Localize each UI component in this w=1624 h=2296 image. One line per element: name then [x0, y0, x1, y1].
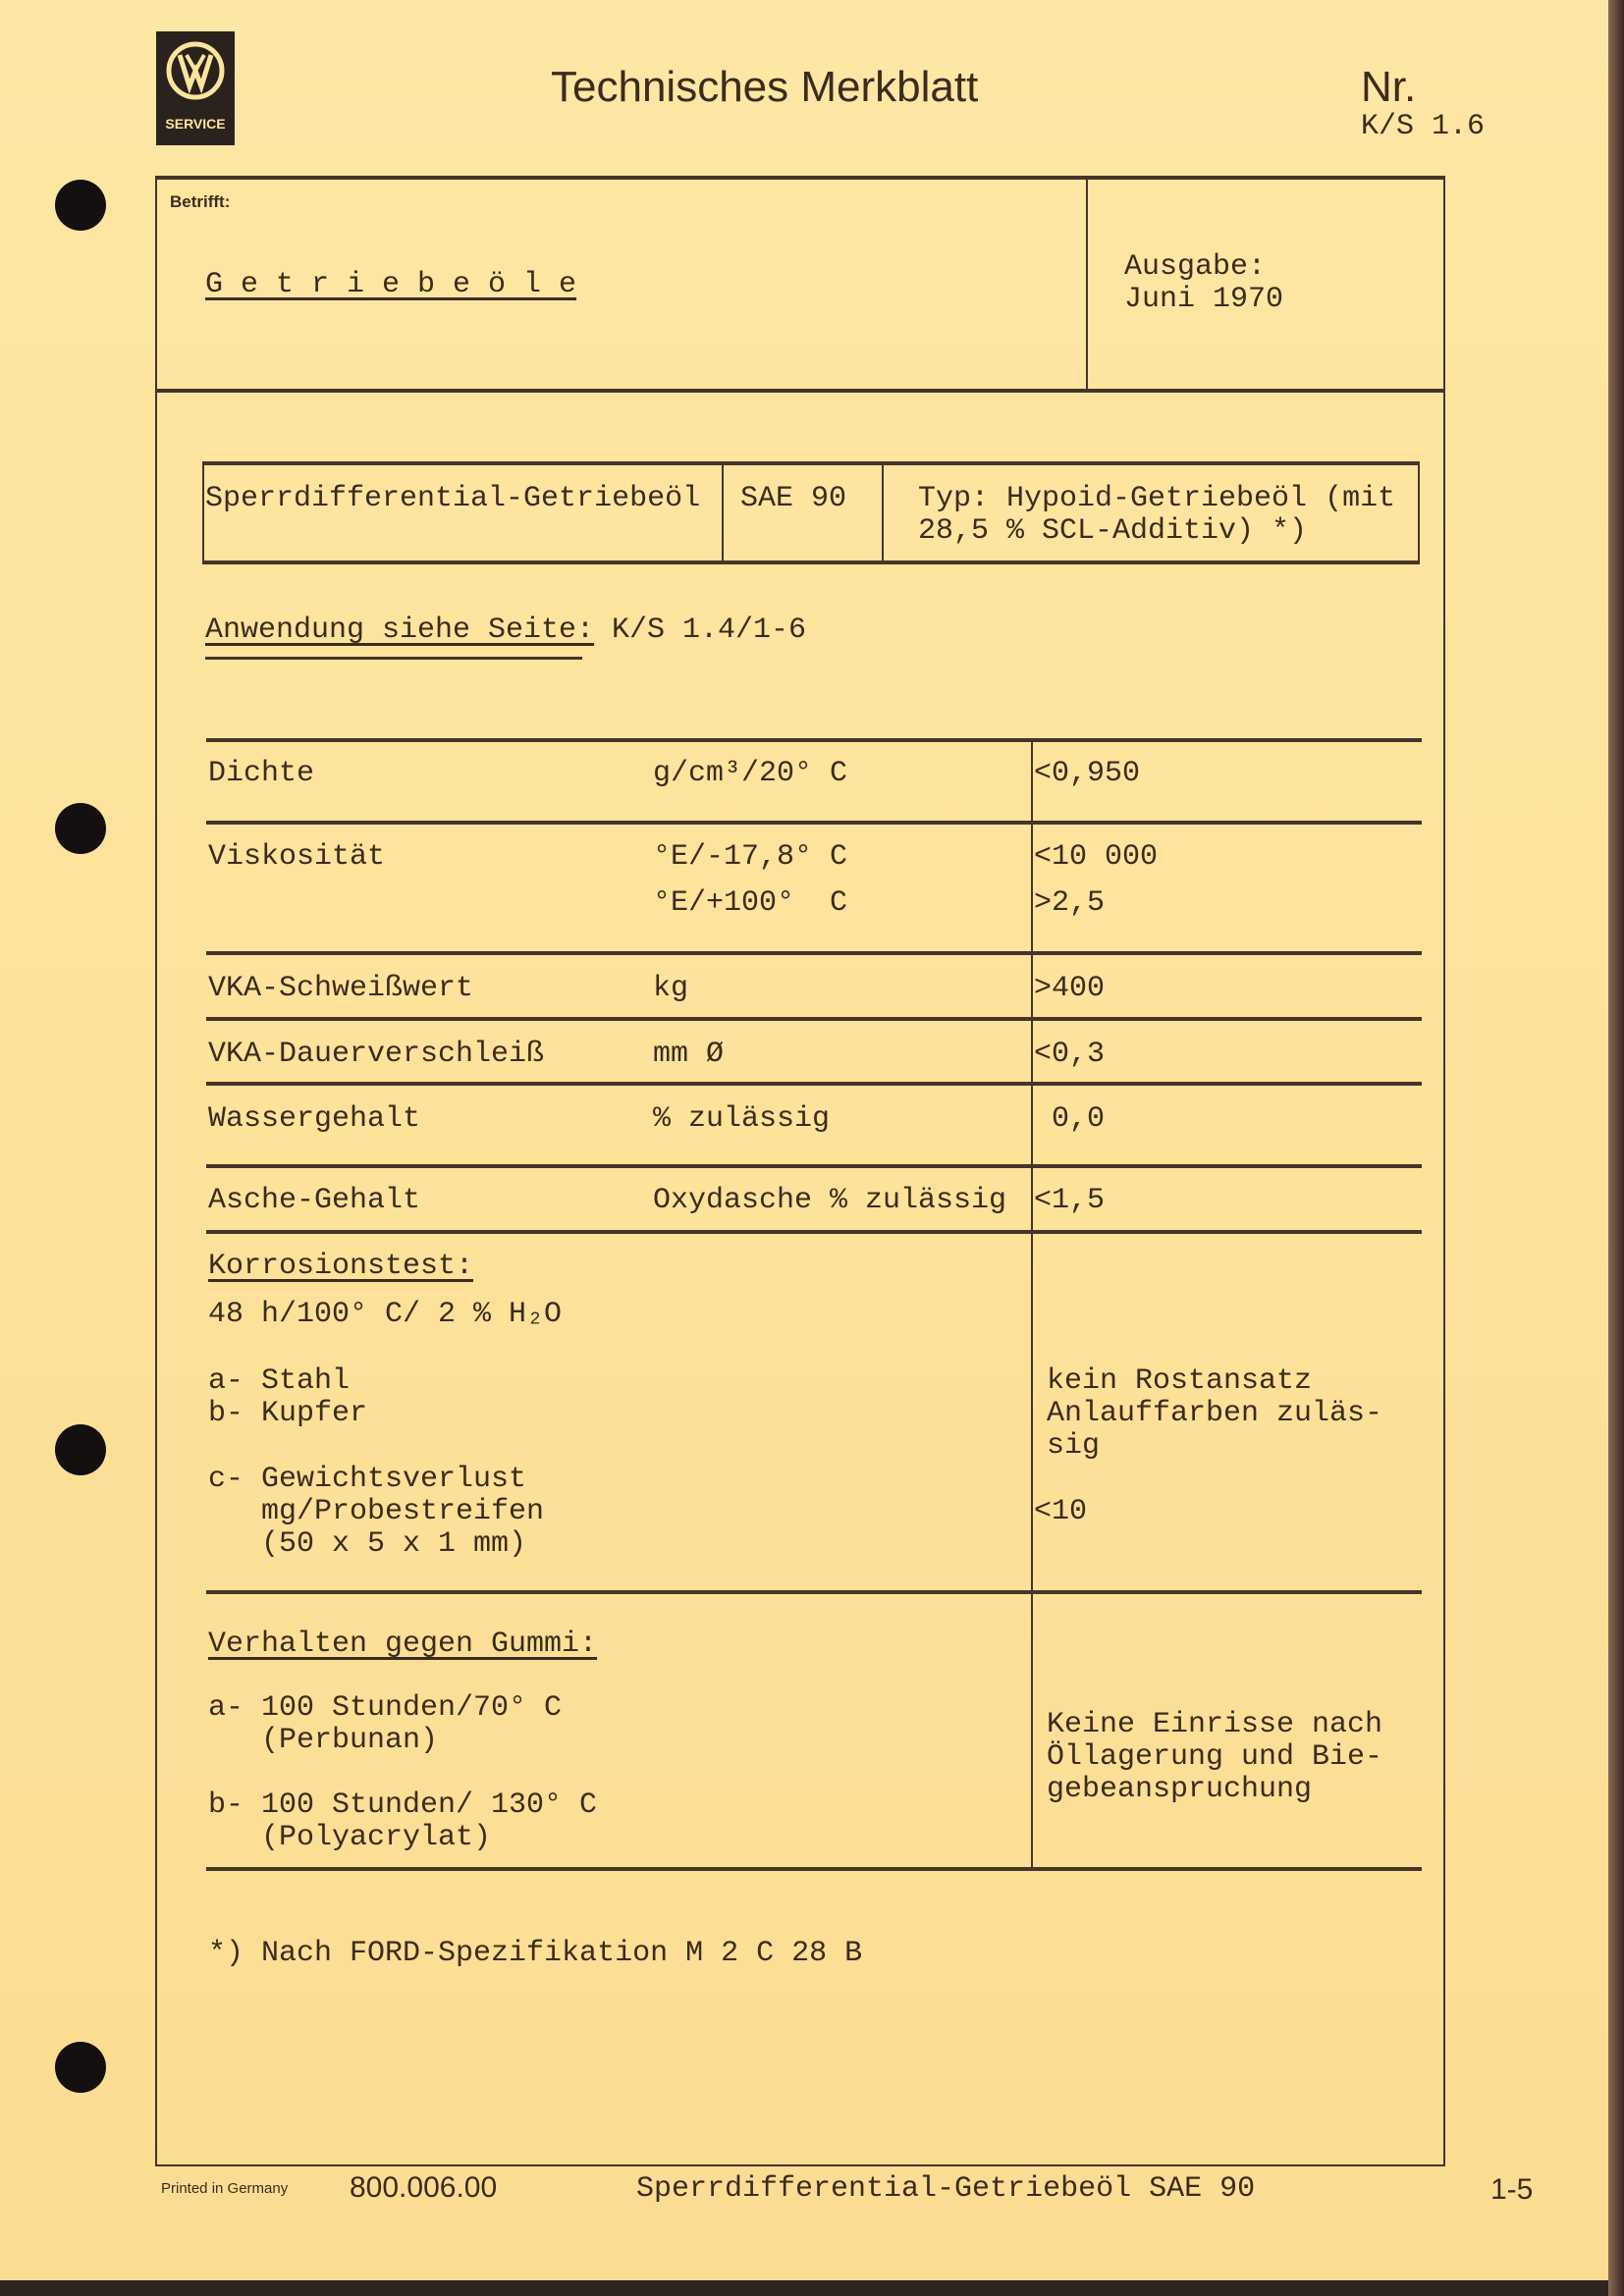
scan-edge — [1608, 0, 1624, 2296]
column-divider — [1031, 738, 1033, 1869]
punch-hole — [55, 2042, 106, 2093]
spec-unit: g/cm³/20° C — [653, 757, 848, 790]
divider — [206, 1230, 1422, 1234]
spec-label: VKA-Dauerverschleiß — [208, 1038, 545, 1071]
application-value: K/S 1.4/1-6 — [612, 614, 807, 647]
number-label: Nr. — [1361, 63, 1417, 111]
frame-right — [1443, 176, 1445, 2166]
test-result: kein Rostansatz — [1047, 1364, 1313, 1398]
spec-unit: °E/-17,8° C — [653, 840, 848, 874]
product-grade: SAE 90 — [740, 482, 847, 515]
divider — [206, 738, 1422, 742]
frame-left — [155, 176, 157, 2166]
spec-unit: Oxydasche % zulässig — [653, 1184, 1007, 1217]
divider — [156, 389, 1443, 393]
spec-value: >400 — [1034, 972, 1106, 1005]
divider — [202, 461, 1420, 465]
test-result: Anlauffarben zuläs- — [1047, 1397, 1383, 1430]
document-number: K/S 1.6 — [1361, 110, 1486, 143]
application-label: Anwendung siehe Seite: — [205, 614, 595, 647]
spec-value: <0,3 — [1034, 1038, 1106, 1071]
spec-unit: mm Ø — [653, 1038, 725, 1071]
product-type: Typ: Hypoid-Getriebeöl (mit — [918, 482, 1396, 515]
test-item: (Polyacrylat) — [208, 1821, 492, 1854]
divider — [722, 461, 724, 563]
product-type: 28,5 % SCL-Additiv) *) — [918, 514, 1308, 548]
divider — [206, 1164, 1422, 1168]
spec-value: >2,5 — [1034, 886, 1106, 920]
test-item: a- Stahl — [208, 1364, 351, 1398]
divider — [206, 1867, 1422, 1871]
spec-value: 0,0 — [1034, 1102, 1106, 1136]
punch-hole — [55, 803, 106, 854]
logo-service-label: SERVICE — [165, 116, 226, 132]
punch-hole — [55, 180, 106, 231]
spec-label: Asche-Gehalt — [208, 1184, 421, 1217]
spec-label: Wassergehalt — [208, 1102, 421, 1136]
divider — [206, 1082, 1422, 1086]
form-code: 800.006.00 — [350, 2171, 498, 2204]
divider — [202, 561, 1420, 564]
spec-unit: kg — [653, 972, 689, 1005]
test-item: b- 100 Stunden/ 130° C — [208, 1789, 598, 1822]
frame-bottom — [156, 2164, 1445, 2166]
edition-value: Juni 1970 — [1124, 283, 1284, 316]
test-item: c- Gewichtsverlust — [208, 1463, 527, 1496]
footnote: *) Nach FORD-Spezifikation M 2 C 28 B — [208, 1937, 863, 1970]
printed-in-germany: Printed in Germany — [161, 2180, 289, 2197]
test-item: (50 x 5 x 1 mm) — [208, 1527, 527, 1561]
product-name: Sperrdifferential-Getriebeöl — [205, 482, 701, 515]
edition-label: Ausgabe: — [1124, 250, 1267, 284]
test-item: a- 100 Stunden/70° C — [208, 1691, 563, 1725]
divider — [1086, 176, 1088, 390]
divider — [882, 461, 884, 563]
vw-logo-icon — [156, 31, 235, 110]
test-result: sig — [1047, 1429, 1101, 1463]
divider — [206, 1017, 1422, 1021]
subject-title: G e t r i e b e ö l e — [205, 268, 577, 301]
section-heading: Verhalten gegen Gummi: — [208, 1628, 598, 1661]
spec-label: Dichte — [208, 757, 315, 790]
test-item: mg/Probestreifen — [208, 1495, 545, 1528]
divider — [1418, 461, 1420, 563]
spec-label: Viskosität — [208, 840, 386, 874]
test-result: Öllagerung und Bie- — [1047, 1740, 1383, 1774]
spec-value: <1,5 — [1034, 1184, 1106, 1217]
spec-value: <10 000 — [1034, 840, 1159, 874]
section-heading: Korrosionstest: — [208, 1250, 474, 1283]
subject-label: Betrifft: — [170, 192, 231, 211]
divider — [206, 951, 1422, 955]
test-item: (Perbunan) — [208, 1724, 439, 1757]
vw-service-logo — [156, 31, 235, 145]
page-number: 1-5 — [1490, 2173, 1534, 2206]
punch-hole — [55, 1424, 106, 1475]
test-result: gebeanspruchung — [1047, 1773, 1313, 1806]
test-item: b- Kupfer — [208, 1397, 368, 1430]
spec-label: VKA-Schweißwert — [208, 972, 474, 1005]
footer-product: Sperrdifferential-Getriebeöl SAE 90 — [636, 2172, 1256, 2206]
spec-value: <0,950 — [1034, 757, 1141, 790]
page-title: Technisches Merkblatt — [551, 63, 979, 111]
spec-unit: % zulässig — [653, 1102, 831, 1136]
divider — [206, 1590, 1422, 1594]
test-result: Keine Einrisse nach — [1047, 1708, 1383, 1741]
spec-unit: °E/+100° C — [653, 886, 848, 920]
divider — [206, 821, 1422, 825]
test-result: <10 — [1034, 1495, 1088, 1528]
divider — [202, 461, 204, 563]
test-condition: 48 h/100° C/ 2 % H₂O — [208, 1298, 563, 1331]
double-underline — [205, 657, 582, 660]
divider — [156, 176, 1443, 180]
